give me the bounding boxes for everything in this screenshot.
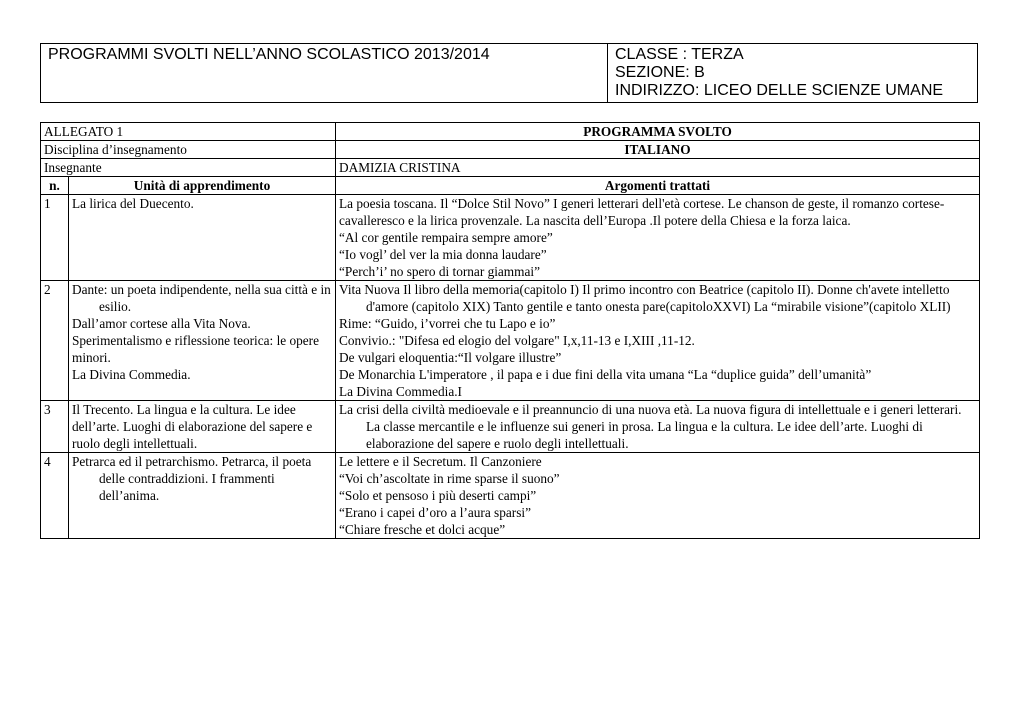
argomento-line: “Chiare fresche et dolci acque” (339, 522, 506, 537)
column-header-n: n. (41, 177, 69, 195)
row-argomenti (336, 453, 980, 539)
argomento-line: Le lettere e il Secretum. Il Canzoniere (339, 454, 542, 469)
allegato-label: ALLEGATO 1 (41, 123, 336, 141)
row-unita (69, 281, 336, 401)
row-number: 1 (41, 195, 69, 281)
unita-line: Petrarca ed il petrarchismo. Petrarca, il poeta delle contraddizioni. I frammenti dell’anima. (72, 454, 312, 503)
argomento-line: “Solo et pensoso i più deserti campi” (339, 488, 537, 503)
header-class-cell (608, 44, 977, 102)
row-argomenti (336, 195, 980, 281)
argomento-line: “Io vogl’ del ver la mia donna laudare” (339, 247, 547, 262)
row-number: 3 (41, 401, 69, 453)
unita-line: La lirica del Duecento. (72, 196, 194, 211)
header-title: PROGRAMMI SVOLTI NELL’ANNO SCOLASTICO 2013/2014 (48, 46, 490, 63)
argomento-line: La crisi della civiltà medioevale e il preannuncio di una nuova età. La nuova figura di intellettuale e i generi letterari. La classe mercantile e le influenze sui generi in prosa. La lingua e la cultura. Le idee dell’arte. Luoghi di elaborazione del sapere e ruolo degli intellettuali. (339, 402, 962, 451)
allegato-row (41, 123, 980, 141)
argomento-line: La poesia toscana. Il “Dolce Stil Novo” I generi letterari dell'età cortese. Le chanson de geste, il romanzo cortese-cavalleresco e la lirica provenzale. La nascita dell’Europa .Il potere della Chiesa e la forza laica. (339, 196, 945, 228)
insegnante-value: DAMIZIA CRISTINA (336, 159, 980, 177)
column-header-argomenti: Argomenti trattati (336, 177, 980, 195)
header-title-cell (41, 44, 608, 102)
document-header (40, 43, 978, 103)
argomento-line: “Voi ch’ascoltate in rime sparse il suono” (339, 471, 560, 486)
argomento-line: Vita Nuova Il libro della memoria(capitolo I) Il primo incontro con Beatrice (capitolo II). Donne ch'avete intelletto d'amore (capitolo XIX) Tanto gentile e tanto onesta pare(capitoloXXVI) La “mirabile visione”(capitolo XLII) (339, 282, 951, 314)
unita-line: Dall’amor cortese alla Vita Nova. (72, 316, 251, 331)
insegnante-label: Insegnante (41, 159, 336, 177)
unita-line: Il Trecento. La lingua e la cultura. Le idee dell’arte. Luoghi di elaborazione del sapere e ruolo degli intellettuali. (72, 402, 313, 451)
row-argomenti (336, 401, 980, 453)
unita-line: Sperimentalismo e riflessione teorica: le opere minori. (72, 333, 320, 365)
row-number: 2 (41, 281, 69, 401)
header-indirizzo: INDIRIZZO: LICEO DELLE SCIENZE UMANE (615, 82, 944, 99)
insegnante-row (41, 159, 980, 177)
header-classe: CLASSE : TERZA (615, 46, 744, 63)
row-unita (69, 453, 336, 539)
table-row (41, 453, 980, 539)
unita-line: Dante: un poeta indipendente, nella sua città e in esilio. (72, 282, 331, 314)
header-sezione: SEZIONE: B (615, 64, 705, 81)
argomento-line: Rime: “Guido, i’vorrei che tu Lapo e io” (339, 316, 556, 331)
disciplina-value: ITALIANO (336, 141, 980, 159)
row-argomenti (336, 281, 980, 401)
argomento-line: “Al cor gentile rempaira sempre amore” (339, 230, 553, 245)
disciplina-label: Disciplina d’insegnamento (41, 141, 336, 159)
row-number: 4 (41, 453, 69, 539)
unita-line: La Divina Commedia. (72, 367, 191, 382)
table-row (41, 401, 980, 453)
argomento-line: De Monarchia L'imperatore , il papa e i due fini della vita umana “La “duplice guida” dell’umanità” (339, 367, 872, 382)
disciplina-row (41, 141, 980, 159)
row-unita (69, 195, 336, 281)
argomento-line: La Divina Commedia.I (339, 384, 462, 399)
table-row (41, 195, 980, 281)
argomento-line: “Erano i capei d’oro a l’aura sparsi” (339, 505, 531, 520)
allegato-value: PROGRAMMA SVOLTO (336, 123, 980, 141)
argomento-line: De vulgari eloquentia:“Il volgare illustre” (339, 350, 562, 365)
program-table (40, 122, 980, 539)
table-row (41, 281, 980, 401)
row-unita (69, 401, 336, 453)
argomento-line: Convivio.: "Difesa ed elogio del volgare" I,x,11-13 e I,XIII ,11-12. (339, 333, 695, 348)
column-header-unita: Unità di apprendimento (69, 177, 336, 195)
argomento-line: “Perch’i’ no spero di tornar giammai” (339, 264, 540, 279)
column-header-row (41, 177, 980, 195)
